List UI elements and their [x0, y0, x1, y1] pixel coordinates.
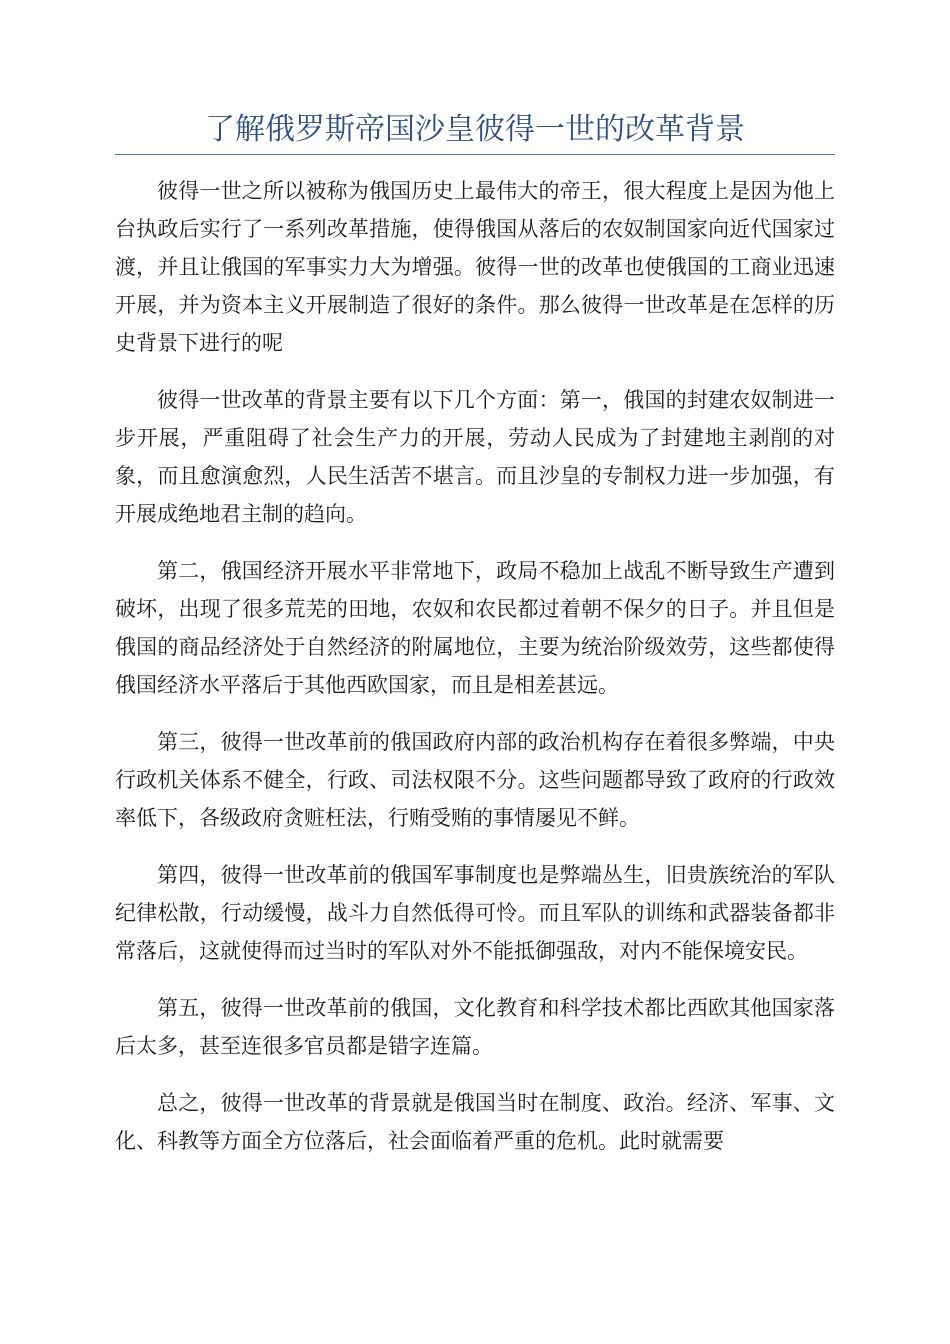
paragraph-4: 第三，彼得一世改革前的俄国政府内部的政治机构存在着很多弊端，中央行政机关体系不健全，行政、司法权限不分。这些问题都导致了政府的行政效率低下，各级政府贪赃枉法，行贿受贿的事情屡见不鲜。 [115, 730, 835, 830]
paragraph-5: 第四，彼得一世改革前的俄国军事制度也是弊端丛生，旧贵族统治的军队纪律松散，行动缓慢，战斗力自然低得可怜。而且军队的训练和武器装备都非常落后，这就使得而过当时的军队对外不能抵御强敌，对内不能保境安民。 [115, 863, 835, 963]
document-title: 了解俄罗斯帝国沙皇彼得一世的改革背景 [205, 112, 745, 147]
paragraph-6: 第五，彼得一世改革前的俄国，文化教育和科学技术都比西欧其他国家落后太多，甚至连很多官员都是错字连篇。 [115, 996, 835, 1058]
paragraph-1: 彼得一世之所以被称为俄国历史上最伟大的帝王，很大程度上是因为他上台执政后实行了一系列改革措施，使得俄国从落后的农奴制国家向近代国家过渡，并且让俄国的军事实力大为增强。彼得一世的改革也使俄国的工商业迅速开展，并为资本主义开展制造了很好的条件。那么彼得一世改革是在怎样的历史背景下进行的呢 [115, 179, 835, 355]
paragraph-2: 彼得一世改革的背景主要有以下几个方面：第一，俄国的封建农奴制进一步开展，严重阻碍了社会生产力的开展，劳动人民成为了封建地主剥削的对象，而且愈演愈烈，人民生活苦不堪言。而且沙皇的专制权力进一步加强，有开展成绝地君主制的趋向。 [115, 388, 835, 526]
title-underline [115, 154, 835, 155]
document-body [115, 172, 835, 1179]
paragraph-3: 第二，俄国经济开展水平非常地下，政局不稳加上战乱不断导致生产遭到破坏，出现了很多荒芜的田地，农奴和农民都过着朝不保夕的日子。并且但是俄国的商品经济处于自然经济的附属地位，主要为统治阶级效劳，这些都使得俄国经济水平落后于其他西欧国家，而且是相差甚远。 [115, 559, 835, 697]
paragraph-7: 总之，彼得一世改革的背景就是俄国当时在制度、政治。经济、军事、文化、科教等方面全方位落后，社会面临着严重的危机。此时就需要 [115, 1091, 835, 1153]
